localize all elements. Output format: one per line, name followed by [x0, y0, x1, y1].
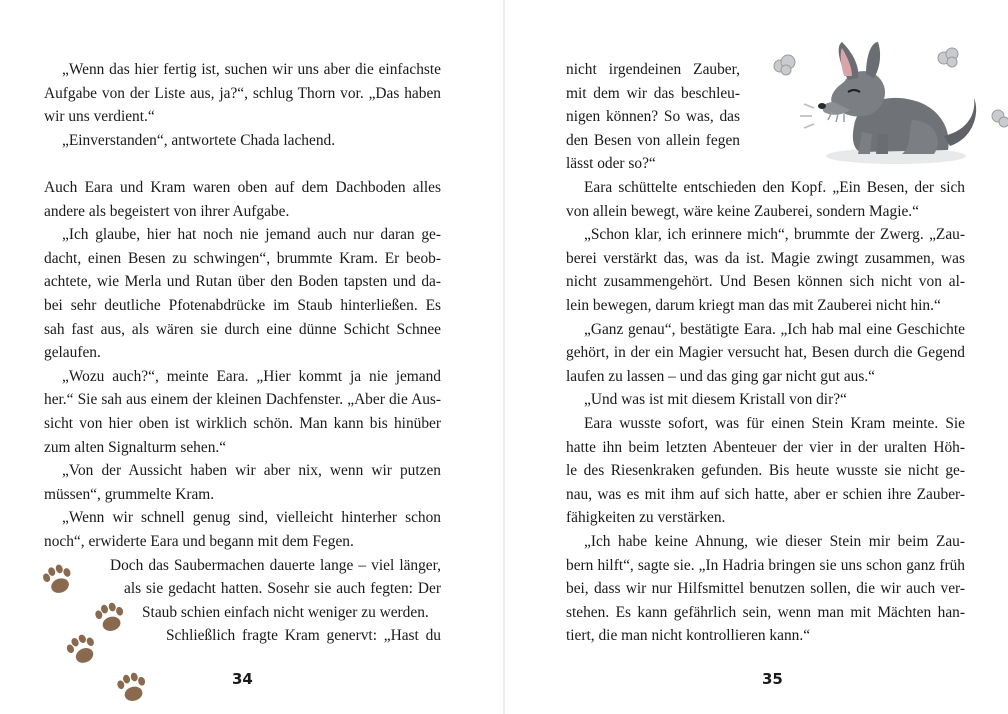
right-text-line: lein bewegen, darum kriegt man das mit Zauberei nicht hin.“	[566, 297, 941, 314]
right-text-line: nau, was es mit ihm auf sich hatte, aber er schien ihre Zauber-	[566, 485, 965, 503]
right-text-line: nicht irgendeinen Zauber,	[566, 61, 740, 78]
right-text-line: „Ganz genau“, bestätigte Eara. „Ich hab mal eine Geschichte	[584, 320, 965, 338]
page-number-left: 34	[232, 670, 253, 688]
left-text-line: Staub schien einfach nicht weniger zu werden.	[142, 603, 429, 621]
left-text-line: Schließlich fragte Kram genervt: „Hast du	[166, 627, 441, 645]
left-text-line: Doch das Saubermachen dauerte lange – viel länger,	[110, 556, 441, 574]
left-text-line: dacht, einen Besen zu schwingen“, brummte Kram. Er beob-	[44, 249, 441, 267]
left-text-line: noch“, erwiderte Eara und begann mit dem Fegen.	[44, 533, 354, 550]
right-text-line: Eara wusste sofort, was für einen Stein Kram meinte. Sie	[584, 415, 965, 432]
right-text-line: „Schon klar, ich erinnere mich“, brummte der Zwerg. „Zau-	[584, 226, 965, 244]
right-text-line: gehört, in der ein Magier versucht hat, Besen durch die Gegend	[566, 344, 965, 362]
right-text-line: berei verstärkt das, was da ist. Magie zwingt zusammen, was	[566, 249, 965, 267]
right-text-line: bern hilft“, sagte sie. „In Hadria bringen sie uns schon ganz früh	[566, 556, 965, 574]
right-text-line: „Und was ist mit diesem Kristall von dir?“	[584, 391, 847, 409]
left-text-line: zum alten Signalturm sehen.“	[44, 438, 227, 456]
left-text-line: gelaufen.	[44, 344, 101, 362]
left-text-line: „Von der Aussicht haben wir aber nix, wenn wir putzen	[62, 462, 441, 480]
right-text-line: fähigkeiten zu verstärken.	[566, 509, 726, 527]
left-text-line: „Einverstanden“, antwortete Chada lachend.	[62, 131, 336, 149]
right-text-line: Eara schüttelte entschieden den Kopf. „Ein Besen, der sich	[584, 179, 965, 196]
left-text-line: Auch Eara und Kram waren oben auf dem Dachboden alles	[44, 179, 441, 196]
left-text-line: „Ich glaube, hier hat noch nie jemand auch nur daran ge-	[62, 226, 441, 244]
left-text-line: müssen“, grummelte Kram.	[44, 485, 215, 503]
left-text-line: sicht von hier oben ist wirklich schön. Man kann bis hinüber	[44, 415, 441, 432]
dog-illustration	[762, 36, 1008, 166]
left-text-line: „Wenn wir schnell genug sind, vielleicht hinterher schon	[62, 509, 441, 527]
left-text-line: als sie gedacht hatten. Sosehr sie auch fegten: Der	[124, 580, 441, 598]
left-text-line: wir uns verdient.“	[44, 108, 155, 126]
left-text-line: her.“ Sie sah aus einem der kleinen Dachfenster. „Aber die Aus-	[44, 391, 441, 409]
right-text-line: stehen. Es kann gefährlich sein, wenn man mit Mächten han-	[566, 603, 965, 621]
page-number-right: 35	[762, 670, 783, 688]
left-text-line: andere als begeistert von ihrer Aufgabe.	[44, 202, 290, 220]
right-text-line: lässt oder so?“	[566, 155, 656, 173]
left-text-line: „Wenn das hier fertig ist, suchen wir uns aber die einfachste	[62, 61, 441, 78]
right-text-line: von allein bewegt, wäre keine Zauberei, sondern Magie.“	[566, 202, 919, 220]
right-text-line: den Besen von allein fegen	[566, 131, 740, 149]
right-text-line: nigen können? So was, das	[566, 108, 740, 126]
left-text-line: bei sehr deutliche Pfotenabdrücke im Staub hinterließen. Es	[44, 297, 441, 314]
right-text-line: bei, dass wir nur Hilfsmittel benutzen sollen, die wir auch ver-	[566, 580, 965, 598]
right-text-line: „Ich habe keine Ahnung, wie dieser Stein mir beim Zau-	[584, 533, 965, 550]
left-text-line: achtete, wie Merla und Rutan über den Boden tapsten und da-	[44, 273, 441, 291]
right-text-line: mit dem wir das beschleu-	[566, 84, 740, 102]
right-text-line: le des Riesenkraken gefunden. Bis heute wusste sie nicht ge-	[566, 462, 965, 480]
right-text-line: laufen zu lassen – und das ging gar nicht gut aus.“	[566, 367, 876, 385]
right-text-line: hatte ihn beim letzten Abenteuer der vier in der uralten Höh-	[566, 438, 965, 456]
left-text-line: Aufgabe von der Liste aus, ja?“, schlug Thorn vor. „Das haben	[44, 84, 441, 102]
right-text-line: tiert, die man nicht kontrollieren kann.“	[566, 627, 811, 645]
right-text-line: nicht zusammengehört. Und Besen können sich nicht von al-	[566, 273, 965, 291]
left-text-line: „Wozu auch?“, meinte Eara. „Hier kommt ja nie jemand	[62, 367, 441, 385]
left-text-line: sah fast aus, als wären sie durch eine dünne Schicht Schnee	[44, 320, 441, 338]
